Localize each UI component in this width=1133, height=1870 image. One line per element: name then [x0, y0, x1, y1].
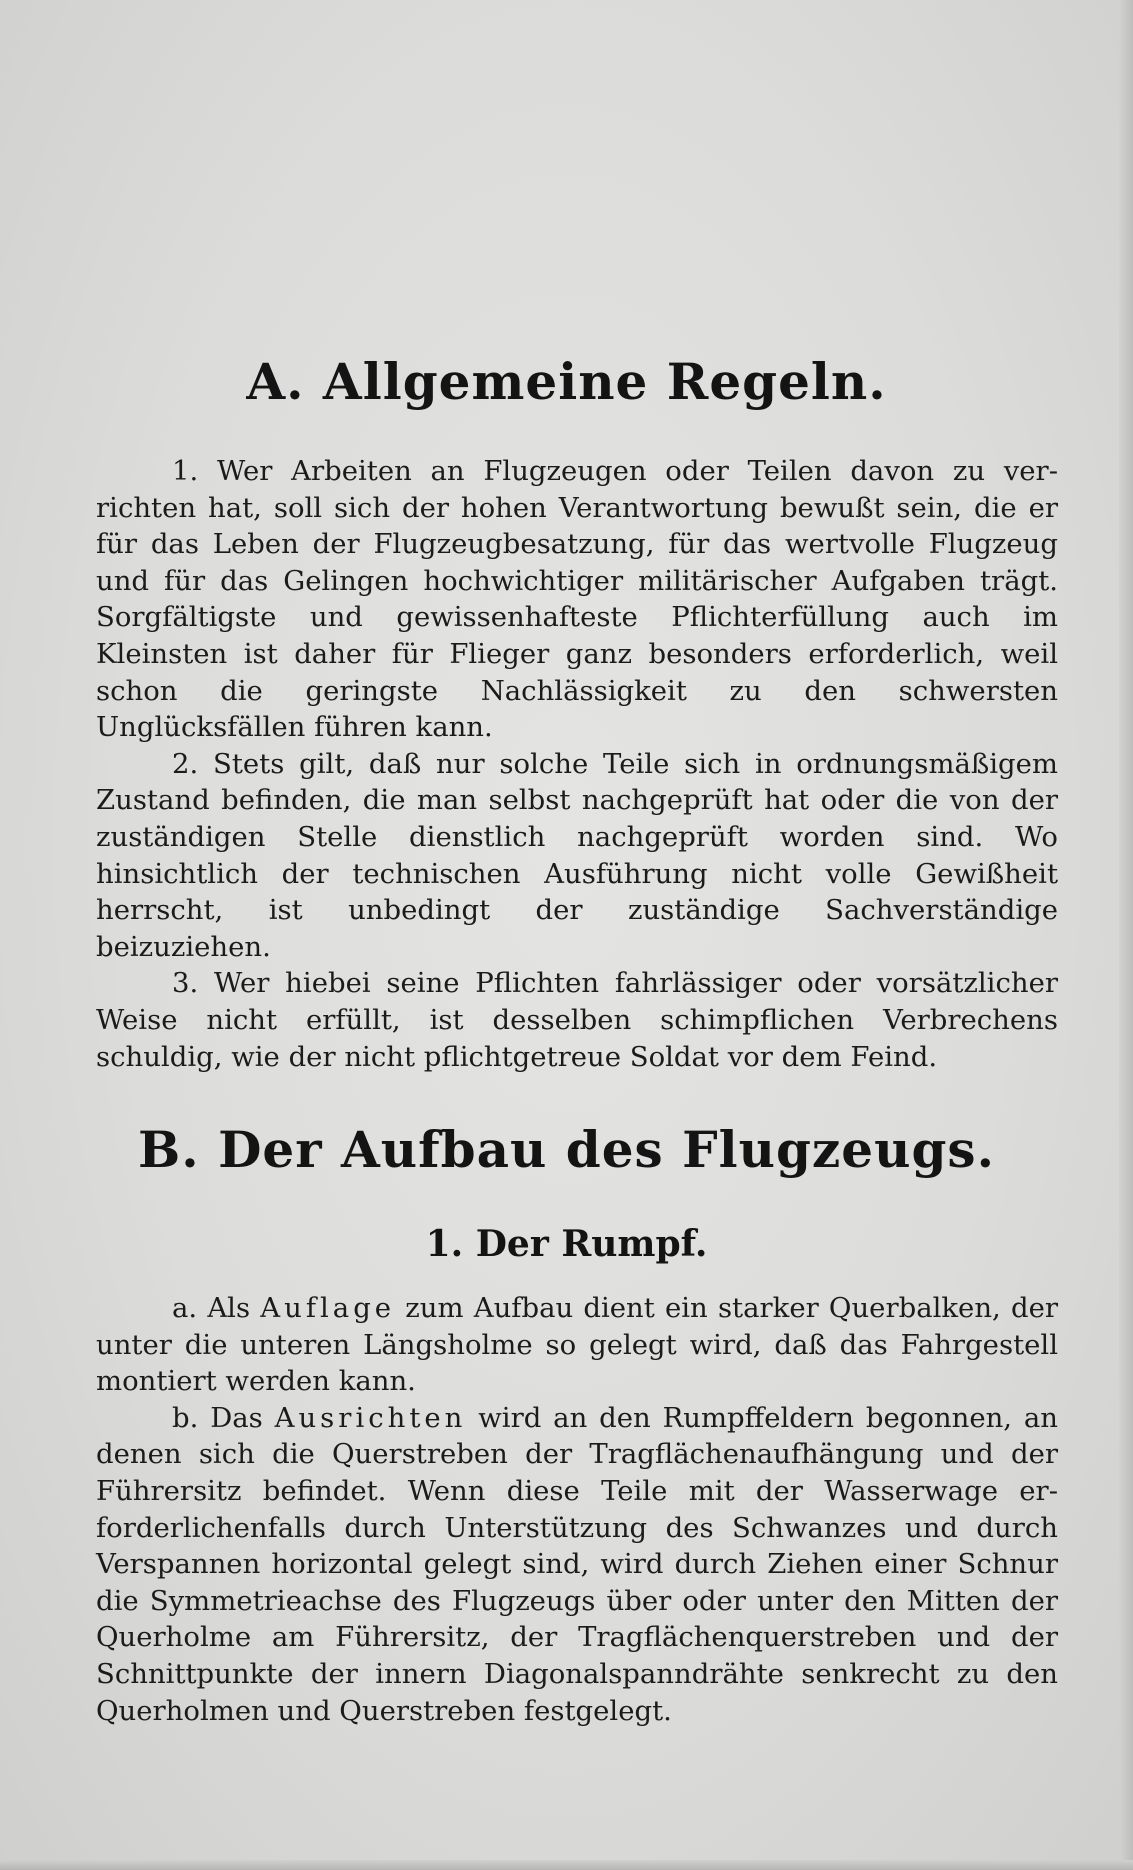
paragraph-b-prefix: b. Das: [172, 1401, 275, 1434]
paragraph-a-prefix: a. Als: [172, 1292, 261, 1324]
section-b-paragraph-a: [96, 1290, 1058, 1400]
section-a-paragraph-1: 1. Wer Arbeiten an Flugzeugen oder Teilen davon zu verrichten hat, soll sich der hohen Verantwortung bewußt sein, die er für das Leben der Flugzeugbesatzung, für das wertvolle Flugzeug und für das Gelingen hochwichtiger militärischer Aufgaben trägt. Sorgfältigste und gewissenhafteste Pflichterfüllung auch im Kleinsten ist daher für Flieger ganz besonders erforderlich, weil schon die geringste Nachlässigkeit zu den schwersten Unglücksfällen führen kann.: [96, 455, 1058, 744]
section-b-heading: B. Der Aufbau des Flugzeugs.: [138, 1120, 995, 1179]
section-a-paragraph-2: 2. Stets gilt, daß nur solche Teile sich in ordnungsmäßigem Zustand befinden, die man selbst nachgeprüft hat oder die von der zuständigen Stelle dienstlich nachgeprüft worden sind. Wo hinsichtlich der technischen Ausführung nicht volle Gewißheit herrscht, ist unbedingt der zuständige Sachverständige beizuziehen.: [96, 747, 1058, 963]
section-b-paragraph-b: [96, 1400, 1058, 1729]
section-b-body: [96, 1290, 1058, 1729]
page-edge-right: [1119, 0, 1133, 1870]
term-ausrichten: Ausrichten: [274, 1401, 467, 1434]
section-a-heading: A. Allgemeine Regeln.: [246, 352, 887, 411]
term-auflage: Auflage: [260, 1292, 396, 1324]
section-a-body: [96, 453, 1058, 1075]
page-edge-bottom: [0, 1860, 1133, 1870]
paragraph-a-text: zum Aufbau dient ein starker Querbalken, der unter die unteren Längsholme so gelegt wird, daß das Fahrgestell montiert werden kann.: [96, 1292, 1058, 1398]
section-a-paragraph-3: 3. Wer hiebei seine Pflichten fahrlässiger oder vorsätzlicher Weise nicht erfüllt, ist desselben schimpflichen Verbrechens schuldig, wie der nicht pflichtgetreue Soldat vor dem Feind.: [96, 967, 1058, 1073]
section-b-subheading: 1. Der Rumpf.: [425, 1223, 708, 1265]
paragraph-b-text: wird an den Rumpffeldern begonnen, an denen sich die Querstreben der Tragflächenaufhängung und der Führersitz befindet. Wenn diese Teile mit der Wasserwage erforderlichenfalls durch Unterstützung des Schwanzes und durch Verspannen horizontal gelegt sind, wird durch Ziehen einer Schnur die Symmetrieachse des Flugzeugs über oder unter den Mitten der Querholme am Führersitz, der Tragflächenquerstreben und der Schnittpunkte der innern Diagonalspanndrähte senkrecht zu den Querholmen und Querstreben festgelegt.: [96, 1401, 1058, 1727]
